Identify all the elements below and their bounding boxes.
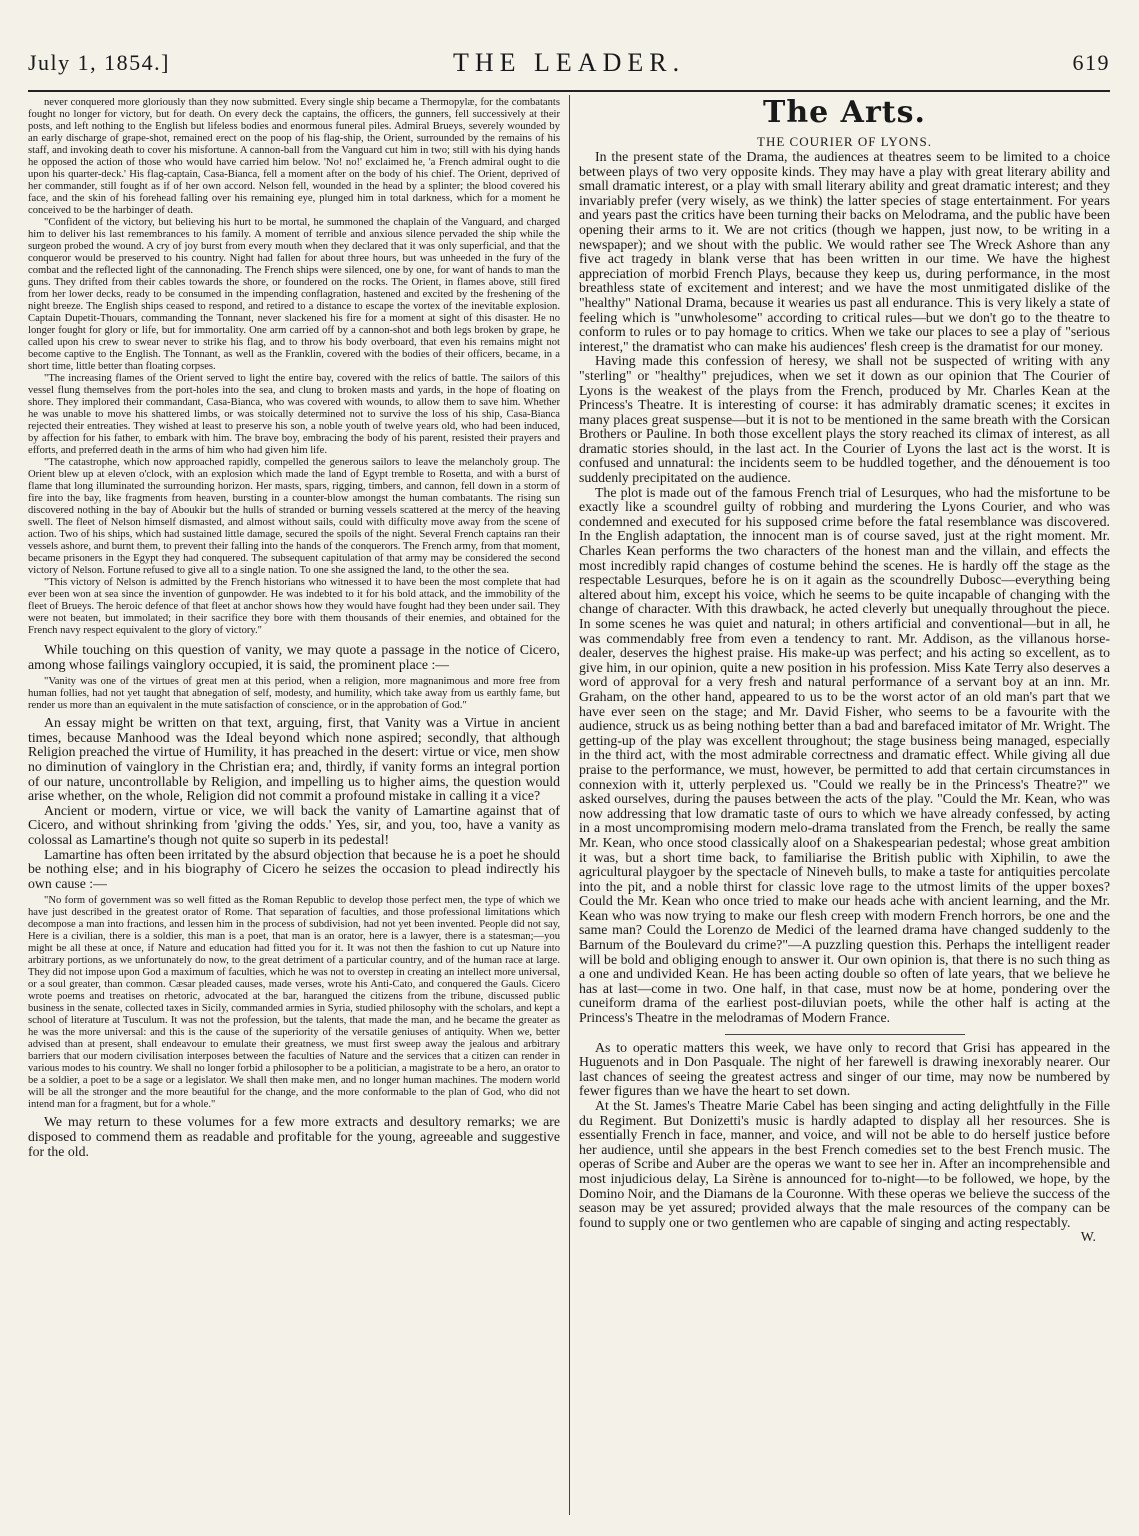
quote-paragraph: "The catastrophe, which now approached rapidly, compelled the generous sailors to leave the melancholy group. The Orient blew up at eleven o'clock, with an explosion which made the land of Egypt tremble to Rosetta, and with a burst of flame that long illuminated the surrounding horizon. Her masts, spars, rigging, timbers, and cannon, fell down in a storm of fire into the bay, like fragments from heaven, bursting in a counter-blow amongst the human combatants. The rising sun discovered nothing in the bay of Aboukir but the hulls of stranded or burning vessels scattered at the mercy of the heaving swell. The fleet of Nelson himself dismasted, and almost without sails, could with difficulty move away from the scene of action. Two of his ships, which had sustained little damage, secured the spoils of the night. Several French captains ran their vessels ashore, and burnt them, to prevent their falling into the hands of the conquerors. The French army, from that moment, became prisoners in the Egypt they had conquered. The subsequent capitulation of that army may be considered the second victory of Nelson. Fortune refused to give all to a single nation. To one she assigned the land, to the other the sea. [28,457,560,576]
body-paragraph: We may return to these volumes for a few more extracts and desultory remarks; we are disposed to commend them as readable and profitable for the young, agreeable and suggestive for the old. [28,1114,560,1159]
quote-government: "No form of government was so well fitted as the Roman Republic to develop those perfect men, the type of which we have just described in the greatest orator of Rome. That separation of faculties, and those professional limitations which decompose a man into fractions, and lessen him in the process of subdivision, had not yet been invented. People did not say, Here is a civilian, there is a soldier, this man is a poet, that man is an orator, here is a lawyer, there is a statesman;—you might be all these at once, if Nature and education had fitted you for it. It was not then the fashion to cut up Nature into arbitrary portions, as we unfortunately do now, to the great detriment of a particular country, and of the human race at large. They did not impose upon God a maximum of faculties, which he was not to overstep in creating an intellect more universal, or a soul greater, than common. Cæsar pleaded causes, made verses, wrote his Anti-Cato, and conquered the Gauls. Cicero wrote poems and treatises on rhetoric, advocated at the bar, harangued the citizens from the tribune, discussed public business in the senate, collected taxes in Sicily, commanded armies in Syria, studied philosophy with the scholars, and kept a school of literature at Tusculum. It was not the profession, but the talents, that made the man, and he became the greater as he was the more universal: and this is the cause of the superiority of the versatile geniuses of antiquity. When we, better advised than at present, shall endeavour to emulate their greatness, we must first sweep away the jealous and arbitrary barriers that our modern civilisation interposes between the faculties of Nature and the services that a citizen can render in various modes to his country. We shall no longer forbid a philosopher to be a politician, a magistrate to be a hero, an orator to be a soldier, a poet to be a sage or a legislator. We shall then make men, and no longer human machines. The modern world will be all the stronger and the more beautiful for the change, and the more conformable to the plan of God, who did not intend man for a fragment, but for a whole." [28,895,560,1111]
left-column [28,97,560,1159]
opera-paragraph: As to operatic matters this week, we have only to record that Grisi has appeared in the Huguenots and in Don Pasquale. The night of her farewell is drawing inexorably nearer. Our last chances of seeing the greatest actress and singer of our time, may now be numbered by fewer figures than we have the heart to set down. [579,1039,1110,1099]
quote-paragraph: "Confident of the victory, but believing his hurt to be mortal, he summoned the chaplain of the Vanguard, and charged him to deliver his last remembrances to his family. A moment of terrible and anxious silence pervaded the ship while the surgeon probed the wound. A cry of joy burst from every mouth when they declared that it was only superficial, and that the conqueror would be preserved to his country. Night had fallen for about three hours, but was unheeded in the fury of the combat and the reflected light of the cannonading. The French ships were silenced, one by one, for want of hands to man the guns. They drifted from their cables towards the shore, or foundered on the rocks. The Orient, in flames above, still fired from her lower decks, ready to be consumed in the impending conflagration, hastened and excited by the freshening of the night breeze. The English ships ceased to respond, and retired to a distance to escape the vortex of the inevitable explosion. Captain Dupetit-Thouars, commanding the Tonnant, never slackened his fire for a moment at sight of this disaster. He no longer fought for glory or life, but for immortality. One arm carried off by a cannon-shot and both legs broken by grape, he called upon his crew to swear never to strike his flag, and to throw his body overboard, that even his remains might not become captive to the English. The Tonnant, as well as the Franklin, covered with the bodies of their officers, became, in a short time, little better than floating corpses. [28,217,560,372]
section-heading: The Arts. [763,95,926,130]
quote-cicero: "Vanity was one of the virtues of great men at this period, when a religion, more magnanimous and more free from human follies, had not yet taught that abnegation of self, modesty, and humility, which take away from us earthly fame, but render us more than an equivalent in the mute satisfaction of conscience, or in the approbation of God." [28,676,560,712]
header-rule [28,90,1110,92]
quote-paragraph: "This victory of Nelson is admitted by the French historians who witnessed it to have been the most complete that had ever been won at sea since the invention of gunpowder. He was indebted to it for his bold attack, and the immobility of the fleet of Brueys. The heroic defence of that fleet at anchor shows how they would have fought had they been under sail. They were not beaten, but immolated; in their sacrifice they bore with them thousands of their enemies, and obtained for the French navy respect equivalent to the glory of victory." [28,577,560,636]
right-column [579,97,1110,1245]
body-paragraph: Having made this confession of heresy, we shall not be suspected of writing with any "sterling" or "healthy" prejudices, when we set it down as our opinion that The Courier of Lyons is the weakest of the plays from the French, produced by Mr. Charles Kean at the Princess's Theatre. It is interesting of course: it has admirably dramatic scenes; it excites in many places great suspense—but it is not to be mentioned in the same breath with the Corsican Brothers or Pauline. In both those excellent plays the story reached its climax of interest, as all dramatic stories should, in the last act. In the Courier of Lyons the last act is the worst. It is confused and unnatural: the incidents seem to be huddled together, and the dénouement is too suddenly precipitated on the audience. [579,353,1110,486]
body-paragraph: While touching on this question of vanity, we may quote a passage in the notice of Cicero, among whose failings vainglory occupied, it is said, the prominent place :— [28,642,560,672]
quote-paragraph: "The increasing flames of the Orient served to light the entire bay, covered with the relics of battle. The sailors of this vessel flung themselves from the port-holes into the sea, and clung to broken masts and yards, in the hope of floating on shore. They implored their commandant, Casa-Bianca, who was covered with wounds, to allow them to save him. Whether he was unable to move his shattered limbs, or was stoically determined not to survive the loss of his ship, Casa-Bianca rejected their entreaties. They wished at least to preserve his son, a noble youth of twelve years old, who had been induced, by affection for his father, to embark with him. The brave boy, embracing the body of his parent, resisted their prayers and efforts, and preferred death in the arms of him who had given him life. [28,373,560,456]
quote-paragraph: never conquered more gloriously than they now submitted. Every single ship became a Thermopylæ, for the combatants fought no longer for victory, but for death. On every deck the captains, the officers, the gunners, fell successively at their posts, and left nothing to the English but lifeless bodies and enormous funeral piles. Admiral Brueys, severely wounded by an early discharge of grape-shot, remained erect on the poop of his flag-ship, the Orient, surrounded by the remains of his staff, and invoking death to cover his misfortune. A cannon-ball from the Vanguard cut him in two; still with his dying hands he opposed the action of those who would have carried him below. 'No! no!' exclaimed he, 'a French admiral ought to die upon his quarter-deck.' His flag-captain, Casa-Bianca, fell a moment after on the body of his chief. The Orient, deprived of her commander, still fought as if of her own accord. Nelson fell, wounded in the head by a splinter; the blood covered his face, and the skin of his forehead falling over his remaining eye, plunged him in total darkness, which for a moment he conceived to be the harbinger of death. [28,97,560,216]
page-number: 619 [1072,50,1110,75]
column-divider [569,95,570,1515]
body-paragraph: The plot is made out of the famous French trial of Lesurques, who had the misfortune to be exactly like a scoundrel guilty of robbing and murdering the Lyons Courier, and who was condemned and executed for his supposed crime before the fatal resemblance was discovered. In the English adaptation, the innocent man is of course saved, just at the right moment. Mr. Charles Kean performs the two characters of the honest man and the villain, and effects the most incredibly rapid changes of costume behind the scenes. He is hardly off the stage as the respectable Lesurques, before he is on it again as the scoundrelly Dubosc—everything being altered about him, except his voice, which he seems to be quite incapable of changing with the change of character. With this drawback, he acted cleverly but unequally throughout the piece. In some scenes he was quiet and natural; in others artificial and conventional—but in all, he was commendably free from even a tendency to rant. Mr. Addison, as the villanous horse-dealer, deserves the highest praise. His make-up was perfect; and his acting so excellent, as to give him, in our opinion, quite a new position in his profession. Miss Kate Terry also deserves a word of approval for a very fresh and natural performance of a servant boy at an inn. Mr. Graham, on the other hand, appeared to us to be the worst actor of an old man's part that we have ever seen on the stage; and Mr. David Fisher, who seems to be a favourite with the audience, struck us as being nothing better than a bad and barefaced imitator of Mr. Wright. The getting-up of the play was excellent throughout; the stage business being managed, especially in the third act, with the most admirable correctness and dramatic effect. While giving all due praise to the performance, we must, however, be permitted to add that certain circumstances in connexion with it, utterly perplexed us. "Could we really be in the Princess's Theatre?" we asked ourselves, during the pauses between the acts of the play. "Could the Mr. Kean, who was now addressing that low dramatic taste of ours to which we have already confessed, by acting in a most uncompromising modern melo-drama translated from the French, be really the same Mr. Kean, who once stood classically aloof on a Shakespearian pedestal; whose great ambition it was, but a short time back, to familiarise the British public with Xiphilin, to awe the agricultural playgoer by the spectacle of Nineveh bulls, to make a taste for antiquities percolate into the pit, and a noble thirst for classic love rage to the utmost limits of the upper boxes? Could the Mr. Kean who once tried to make our heads ache with ancient learning, and the Mr. Kean who was now trying to make our flesh creep with modern French horrors, be one and the same man? Could the Lorenzo de Medici of the learned drama have changed suddenly to the Barnum of the Boulevard du crime?"—A puzzling question this. Perhaps the intelligent reader will be bold and obliging enough to answer it. Our own opinion is, that there is no such thing as a one and undivided Kean. He has been acting double so often of late years, that we believe he has at last—come in two. One half, in that case, must now be at home, pondering over the cuneiform drama of the earliest post-diluvian poets, while the other half is acting at the Princess's Theatre in the melodramas of Modern France. [579,484,1110,1026]
signature: W. [1080,1229,1096,1245]
opera-paragraph: At the St. James's Theatre Marie Cabel has been singing and acting delightfully in the Fille du Regiment. But Donizetti's music is hardly adapted to display all her resources. She is essentially French in face, manner, and voice, and will not be able to do herself justice before her audience, until she appears in the best French comedies set to the best French music. The operas of Scribe and Auber are the operas we want to see her in. After an incomprehensible and most injudicious delay, La Sirène is announced for to-night—to be followed, we hope, by the Domino Noir, and the Diamans de la Couronne. With these operas we believe the success of the season may be yet assured; provided always that the male resources of the company can be found to supply one or two gentlemen who are capable of singing and acting respectably. [579,1098,1110,1230]
article-title: THE COURIER OF LYONS. [757,134,932,149]
page-header [28,50,1110,90]
header-date: July 1, 1854.] [28,50,170,75]
section-separator [725,1034,965,1035]
body-paragraph: In the present state of the Drama, the audiences at theatres seem to be limited to a choice between plays of two very opposite kinds. They may have a play with great literary ability and small dramatic interest, or a play with small literary ability and great dramatic interest; and they invariably prefer (very wisely, as we think) the latter species of stage entertainment. For years and years past the critics have been turning their backs on Melodrama, and the public have been opening their arms to it. We are not critics (though we happen, just now, to be writing in a newspaper); and we shout with the public. We would rather see The Wreck Ashore than any five act tragedy in blank verse that has been written in our time. We have the highest appreciation of morbid French Plays, because they keep us, during performance, in the most breathless state of excitement and interest; and we have the most unmitigated dislike of the "healthy" National Drama, because it wearies us past all endurance. This is very likely a state of feeling which is "unwholesome" according to critical rules—but we don't go to the theatre to conform to rules or to pay homage to critics. When we take our places to see a play of "serious interest," the dramatist who can make his audiences' flesh creep is the dramatist for our money. [579,149,1110,354]
body-paragraph: Ancient or modern, virtue or vice, we will back the vanity of Lamartine against that of Cicero, and without shrinking from 'giving the odds.' Yes, sir, and you, too, have a vanity as colossal as Lamartine's though not quite so superb in its pedestal! [28,802,560,847]
body-paragraph: Lamartine has often been irritated by the absurd objection that because he is a poet he should be nothing else; and in his biography of Cicero he seizes the occasion to plead indirectly his own cause :— [28,846,560,891]
masthead-title: THE LEADER. [453,48,686,77]
body-paragraph: An essay might be written on that text, arguing, first, that Vanity was a Virtue in ancient times, because Manhood was the Ideal beyond which none aspired; secondly, that although Religion preached the virtue of Humility, it has preached in the desert: virtue or vice, men show no diminution of vainglory in the Christian era; and, thirdly, if vanity forms an integral portion of our nature, uncontrollable by Religion, and impelling us to higher aims, the question would arise whether, on the whole, Religion did not commit a profound mistake in calling it a vice? [28,715,560,804]
